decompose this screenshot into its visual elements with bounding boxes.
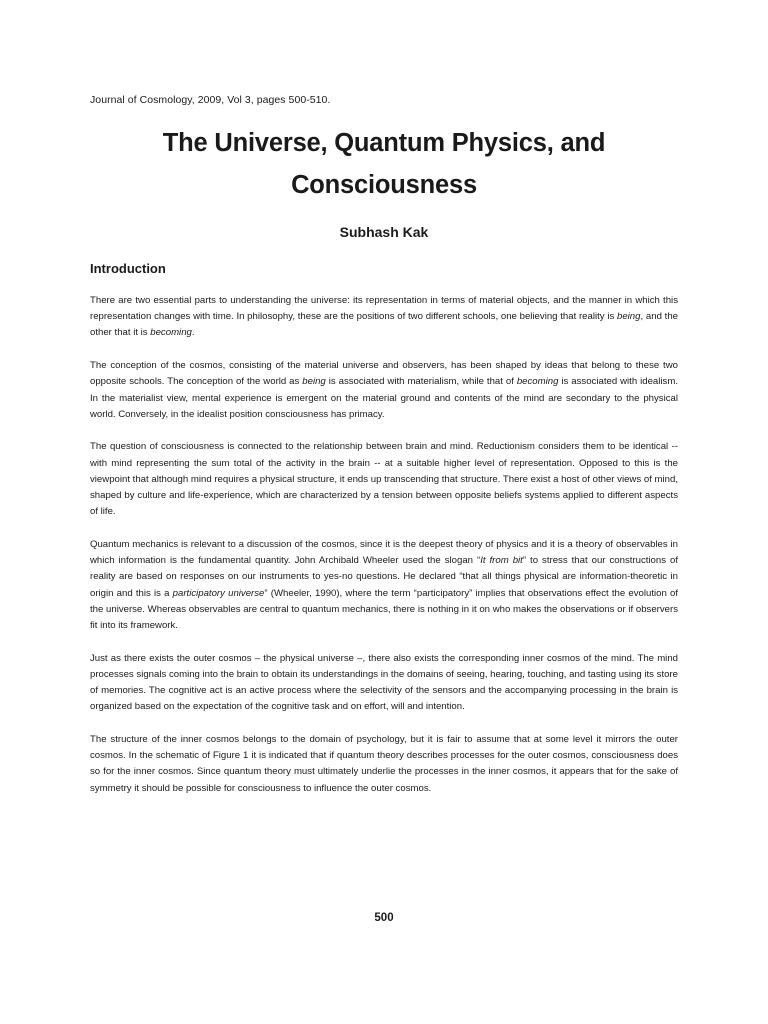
author-name: Subhash Kak (339, 224, 429, 240)
page-number: 500 (374, 912, 394, 924)
section-heading-introduction: Introduction (90, 261, 166, 276)
journal-citation: Journal of Cosmology, 2009, Vol 3, pages 500-510. (90, 94, 331, 106)
paragraph-5: Just as there exists the outer cosmos – the physical universe –, there also exists the corresponding inner cosmos of the mind. The mind processes signals coming into the brain to obtain its understandings in the domains of seeing, hearing, touching, and tasting using its store of memories. The cognitive act is an active process where the selectivity of the sensors and the accompanying processing in the brain is organized based on the expectation of the cognitive task and on effort, will and intention. (90, 652, 678, 713)
body-text (90, 293, 678, 813)
paper-title: The Universe, Quantum Physics, and Consciousness (162, 129, 606, 199)
paragraph-1: There are two essential parts to understanding the universe: its representation in terms of material objects, and the manner in which this representation changes with time. In philosophy, these are the positions of two different schools, one believing that reality is being, and the other that it is becoming. (90, 295, 678, 339)
paragraph-6: The structure of the inner cosmos belongs to the domain of psychology, but it is fair to assume that at some level it mirrors the outer cosmos. In the schematic of Figure 1 it is indicated that if quantum theory describes processes for the outer cosmos, consciousness does so for the inner cosmos. Since quantum theory must ultimately underlie the processes in the inner cosmos, it appears that for the sake of symmetry it should be possible for consciousness to influence the outer cosmos. (90, 733, 678, 794)
paragraph-3: The question of consciousness is connected to the relationship between brain and mind. Reductionism considers them to be identical -- with mind representing the sum total of the activity in the brain -- at a suitable higher level of representation. Opposed to this is the viewpoint that although mind requires a physical structure, it ends up transcending that structure. There exist a host of other views of mind, shaped by culture and life-experience, which are characterized by a tension between opposite beliefs systems applied to different aspects of life. (90, 441, 678, 518)
paragraph-2: The conception of the cosmos, consisting of the material universe and observers, has been shaped by ideas that belong to these two opposite schools. The conception of the world as being is associated with materialism, while that of becoming is associated with idealism. In the materialist view, mental experience is emergent on the material ground and contents of the mind are secondary to the physical world. Conversely, in the idealist position consciousness has primacy. (90, 360, 678, 420)
paragraph-4: Quantum mechanics is relevant to a discussion of the cosmos, since it is the deepest theory of physics and it is a theory of observables in which information is the fundamental quantity. John Archibald Wheeler used the slogan “It from bit” to stress that our constructions of reality are based on responses on our instruments to yes-no questions. He declared “that all things physical are information-theoretic in origin and this is a participatory universe” (Wheeler, 1990), where the term “participatory” implies that observations effect the evolution of the universe. Whereas observables are central to quantum mechanics, there is nothing in it on who makes the observations or if observers fit into its framework. (90, 538, 679, 631)
